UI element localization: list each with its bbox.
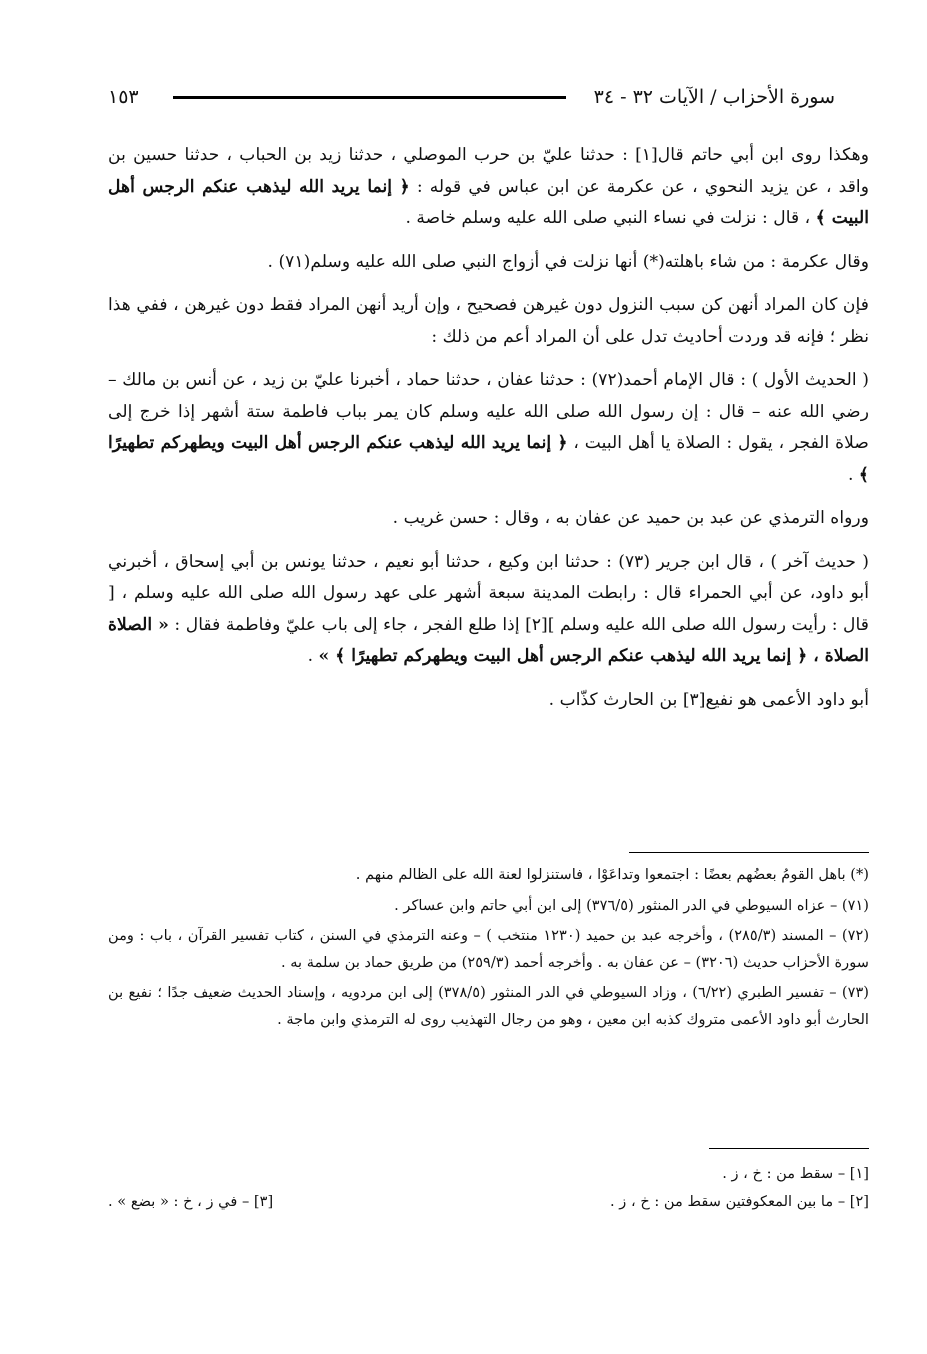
paragraph-text: ورواه الترمذي عن عبد بن حميد عن عفان به ، وقال : حسن غريب . — [392, 508, 869, 528]
header-rule — [173, 96, 566, 99]
paragraph-text: ( الحديث الأول ) : قال الإمام أحمد(٧٢) : حدثنا عفان ، حدثنا حماد ، أخبرنا عليّ بن زيد ، عن أنس بن مالك – رضي الله عنه – قال : إن رسول الله صلى الله عليه وسلم كان يمر بباب فاطمة ستة أشهر إذا خرج إلى صلاة الفجر ، يقول : الصلاة يا أهل البيت ، — [108, 370, 869, 453]
paragraph-text: ، قال : نزلت في نساء النبي صلى الله عليه وسلم خاصة . — [405, 208, 816, 228]
footnote-71: (٧١) – عزاه السيوطي في الدر المنثور (٣٧٦/٥) إلى ابن أبي حاتم وابن عساكر . — [394, 896, 869, 914]
paragraph-text: وهكذا روى ابن أبي حاتم قال[١] : حدثنا عليّ بن حرب الموصلي ، حدثنا زيد بن الحباب ، حدثنا حسين بن واقد ، عن يزيد النحوي ، عن عكرمة عن ابن عباس في قوله : — [108, 145, 869, 197]
footnote-rule — [629, 852, 869, 853]
quran-quote: ﴿ إنما يريد الله ليذهب عنكم الرجس أهل البيت ويطهركم تطهيرًا ﴾ — [108, 433, 869, 485]
paragraph-text: . — [307, 646, 319, 666]
footnote-asterisk: (*) باهل القومُ بعضُهم بعضًا : اجتمعوا وتداعَوْا ، فاستنزلوا لعنة الله على الظالم منهم . — [355, 866, 869, 883]
footnotes — [108, 862, 869, 1037]
paragraph-text: فإن كان المراد أنهن كن سبب النزول دون غيرهن فصحيح ، وإن أريد أنهن المراد فقط دون غيرهن ، ففي هذا نظر ؛ فإنه قد وردت أحاديث تدل على أن المراد أعم من ذلك : — [108, 295, 869, 347]
paragraph-6 — [108, 547, 869, 673]
page-title: سورة الأحزاب / الآيات ٣٢ - ٣٤ — [593, 86, 835, 108]
paragraph-4 — [108, 365, 869, 491]
paragraph-1 — [108, 140, 869, 235]
paragraph-text: . — [847, 464, 859, 485]
paragraph-text: أبو داود الأعمى هو نفيع[٣] بن الحارث كذّاب . — [548, 689, 869, 710]
paragraph-2 — [108, 247, 869, 279]
paragraph-text: وقال عكرمة : من شاء باهلته(*) أنها نزلت في أزواج النبي صلى الله عليه وسلم(٧١) . — [267, 251, 869, 272]
variants-rule — [709, 1148, 869, 1149]
paragraph-7 — [108, 685, 869, 717]
quran-quote: « الصلاة الصلاة ، ﴿ إنما يريد الله ليذهب عنكم الرجس أهل البيت ويطهركم تطهيرًا ﴾ » — [108, 614, 869, 666]
variant-1: [١] – سقط من : خ ، ز . — [722, 1165, 869, 1182]
footnote-72: (٧٢) – المسند (٢٨٥/٣) ، وأخرجه عبد بن حميد (١٢٣٠ منتخب ) – وعنه الترمذي في السنن ، كتاب تفسير القرآن ، باب : ومن سورة الأحزاب حديث (٣٢٠٦) – عن عفان به . وأخرجه أحمد (٢٥٩/٣) من طريق حماد بن سلمة به . — [108, 927, 870, 971]
variant-2: [٢] – ما بين المعكوفتين سقط من : خ ، ز . — [610, 1193, 869, 1210]
manuscript-variants — [108, 1160, 869, 1216]
paragraph-3 — [108, 290, 869, 353]
running-head — [108, 80, 835, 114]
page-number: ١٥٣ — [108, 86, 139, 108]
main-text — [108, 140, 869, 728]
variant-3: [٣] – في ز ، خ : « بضع » . — [108, 1193, 274, 1210]
paragraph-5 — [108, 503, 869, 535]
paragraph-text: ( حديث آخر ) ، قال ابن جرير (٧٣) : حدثنا ابن وكيع ، حدثنا أبو نعيم ، حدثنا يونس بن أبي إسحاق ، أخبرني أبو داود، عن أبي الحمراء قال : رابطت المدينة سبعة أشهر على عهد رسول الله صلى الله عليه وسلم ، [ قال : رأيت رسول الله صلى الله عليه وسلم ][٢] إذا طلع الفجر ، جاء إلى باب عليّ وفاطمة فقال : — [108, 551, 869, 635]
variants-row — [108, 1188, 869, 1216]
footnote-73: (٧٣) – تفسير الطبري (٦/٢٢) ، وزاد السيوطي في الدر المنثور (٣٧٨/٥) إلى ابن مردويه ، وإسناد الحديث ضعيف جدًا ؛ نفيع بن الحارث أبو داود الأعمى متروك كذبه ابن معين ، وهو من رجال التهذيب روى له الترمذي وابن ماجة . — [108, 984, 869, 1028]
quran-quote: ﴿ إنما يريد الله ليذهب عنكم الرجس أهل البيت ﴾ — [108, 176, 869, 228]
